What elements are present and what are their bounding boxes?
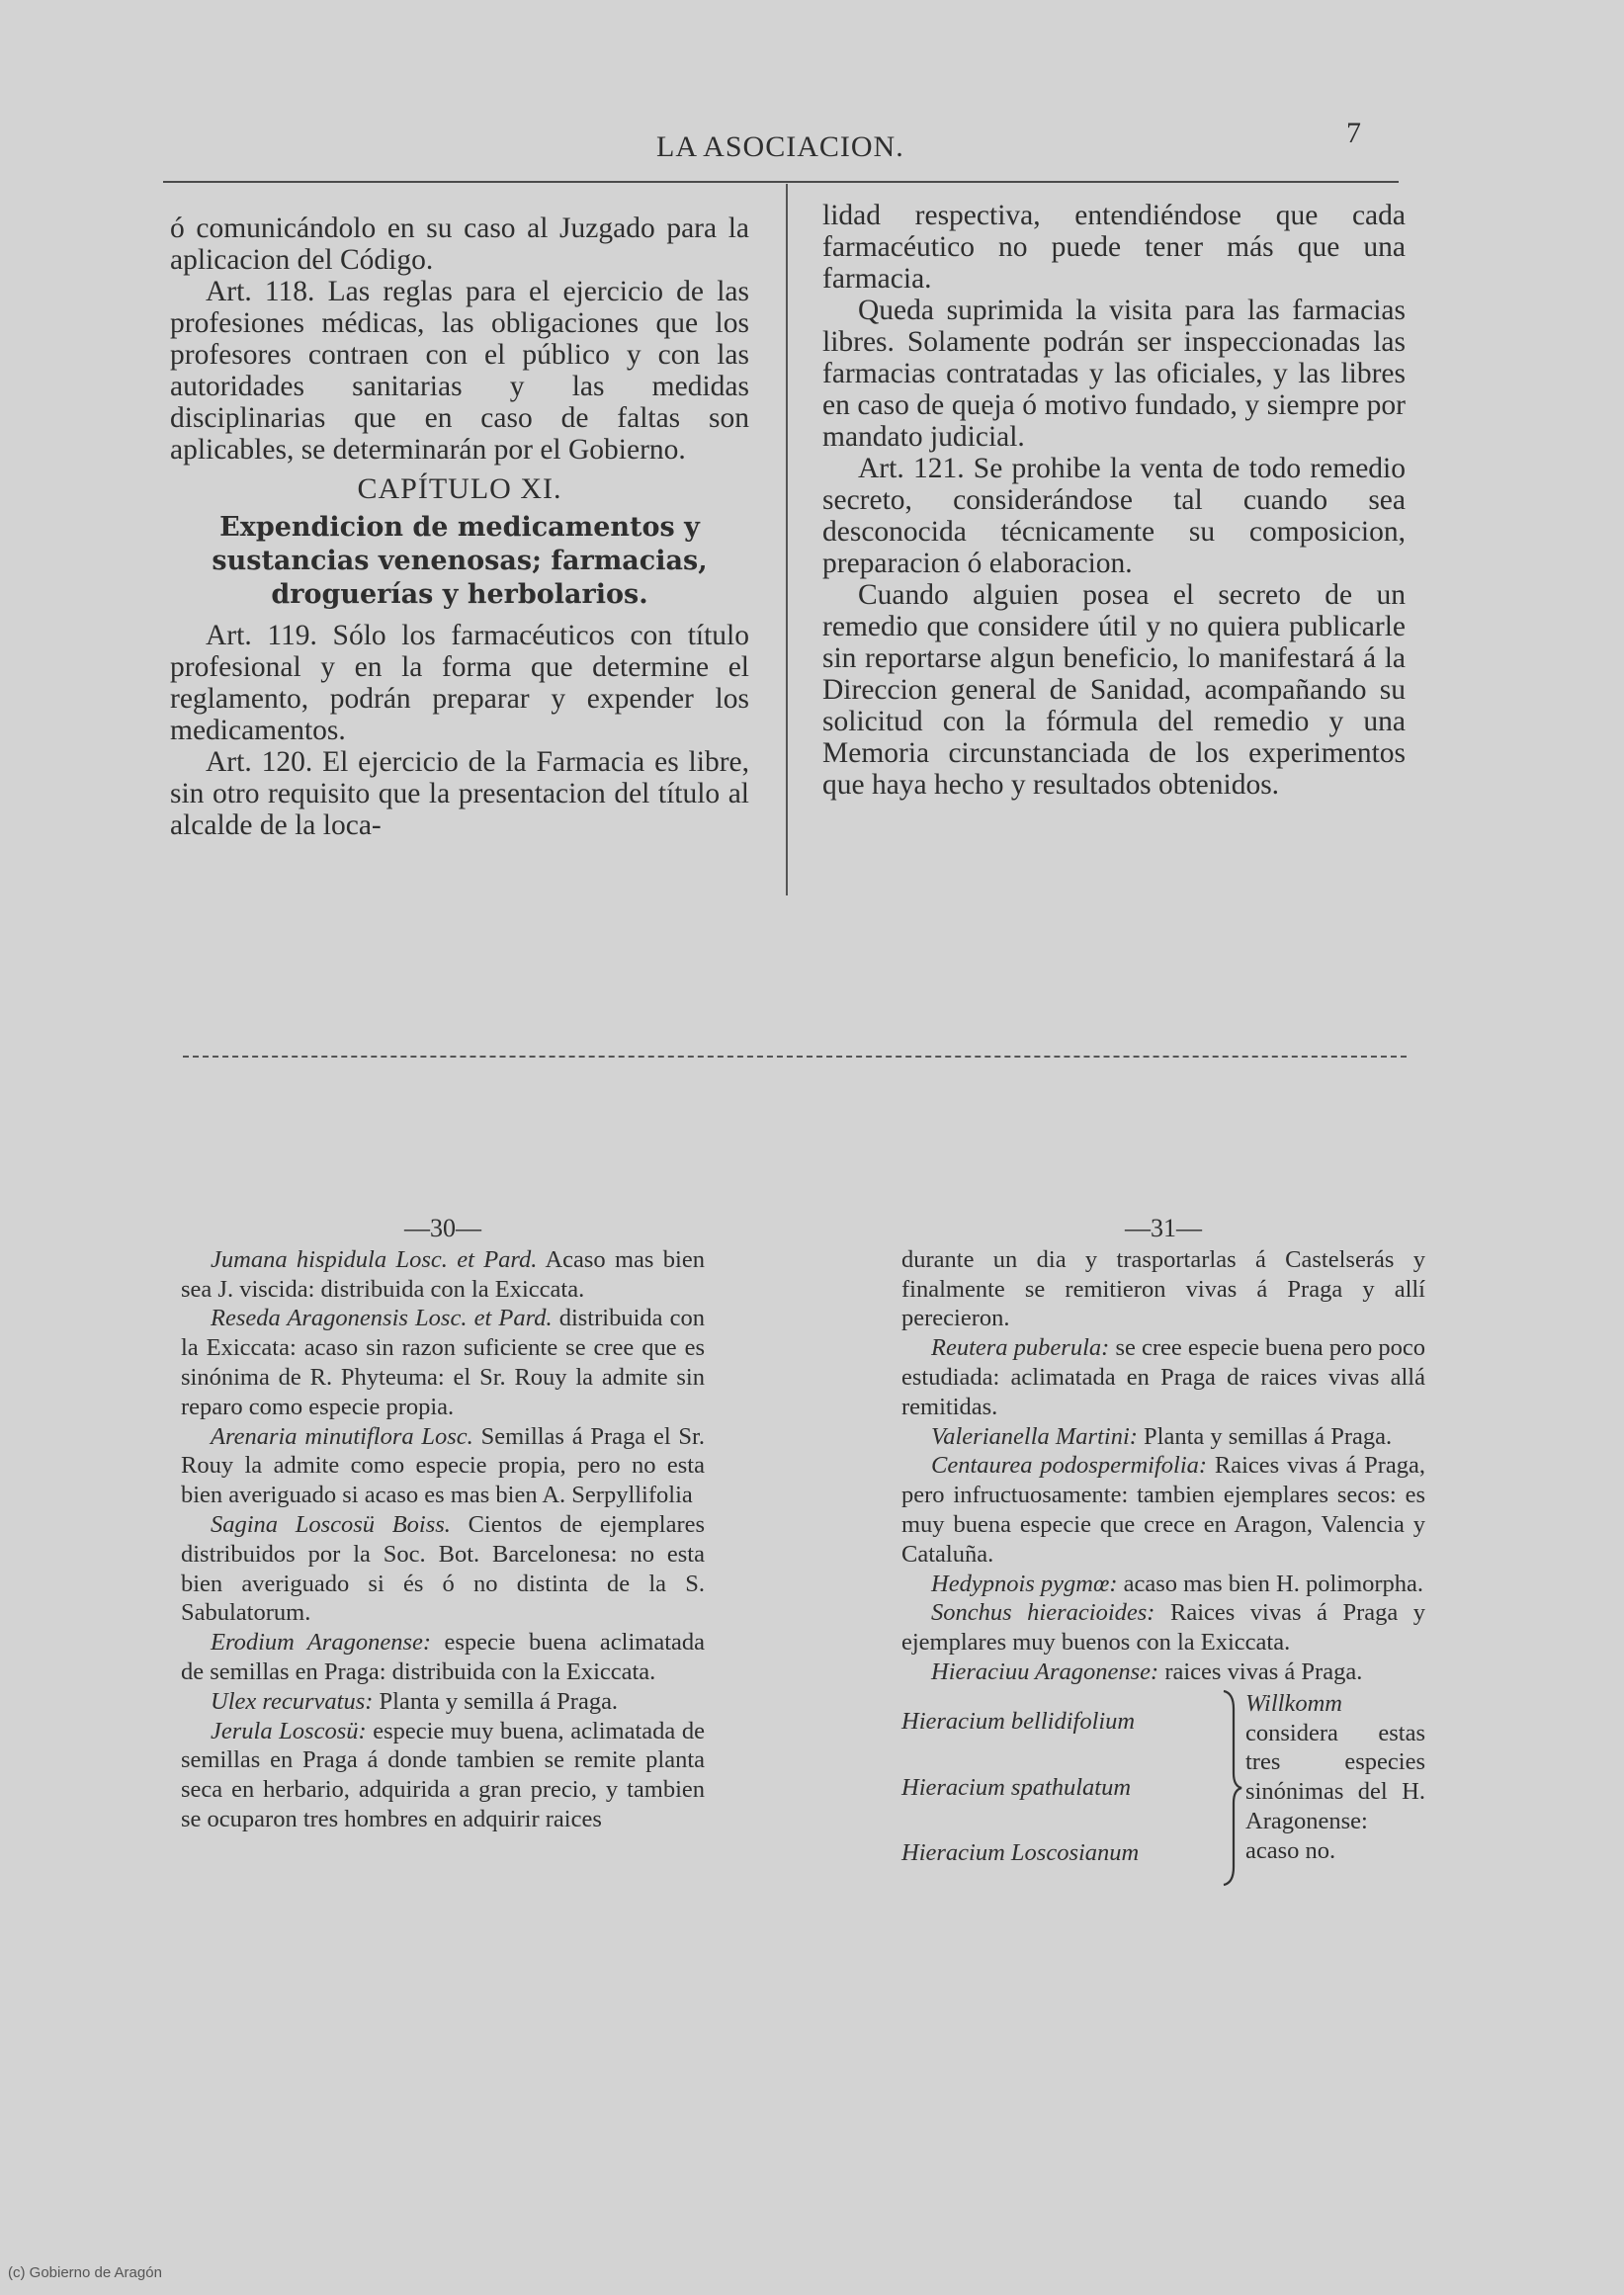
curly-brace-icon <box>1218 1689 1245 1887</box>
entry <box>181 1422 705 1510</box>
entry <box>901 1570 1425 1599</box>
top-left-column <box>170 212 749 841</box>
entry <box>181 1717 705 1834</box>
entry <box>181 1245 705 1305</box>
entry-text: Planta y semillas á Praga. <box>1144 1422 1393 1450</box>
page-number: 7 <box>1346 117 1361 149</box>
entry-text: raices vivas á Praga. <box>1164 1658 1363 1685</box>
brace-note <box>1245 1689 1425 1887</box>
entry-text: especie buena aclimatada de semillas en Praga: distribuida con la Exiccata. <box>181 1629 706 1685</box>
entry <box>901 1333 1425 1421</box>
article-118: Art. 118. Las reglas para el ejercicio de las profesiones médicas, las obligaciones que los profesores contraen con el público y con las autoridades sanitarias y las medidas disciplinarias que en caso de faltas son aplicables, se determinarán por el Gobierno. <box>170 276 749 466</box>
paragraph: lidad respectiva, entendiéndose que cada farmacéutico no puede tener más que una farmacia. <box>822 200 1406 295</box>
species-name: Hieraciuu Aragonense: <box>931 1658 1159 1685</box>
entry-text: distribuida con la Exiccata: acaso sin razon suficiente se cree que es sinónima de R. Phyteuma: el Sr. Rouy la admite sin reparo como especie propia. <box>181 1305 706 1420</box>
page-label-30: —30— <box>404 1214 481 1242</box>
species-name: Arenaria minutiflora Losc. <box>211 1422 473 1450</box>
species-name: Reseda Aragonensis Losc. et Pard. <box>211 1305 553 1332</box>
paragraph: ó comunicándolo en su caso al Juzgado para la aplicacion del Código. <box>170 212 749 276</box>
species-name: Sagina Loscosü Boiss. <box>211 1510 451 1538</box>
species-name: Erodium Aragonense: <box>211 1629 432 1657</box>
entry-text: Raices vivas á Praga, pero infructuosamente: tambien ejemplares secos: es muy buena especie que crece en Aragon, Valencia y Cataluña. <box>901 1452 1425 1568</box>
entry-text: Acaso mas bien sea J. viscida: distribuida con la Exiccata. <box>181 1245 705 1303</box>
article-119: Art. 119. Sólo los farmacéuticos con título profesional y en la forma que determine el reglamento, podrán preparar y expender los medicamentos. <box>170 620 749 746</box>
species-name: Jerula Loscosü: <box>211 1717 367 1744</box>
species-name: Sonchus hieracioides: <box>931 1599 1155 1627</box>
header-rule <box>163 181 1399 183</box>
top-right-column <box>822 200 1406 801</box>
entry-text: acaso mas bien H. polimorpha. <box>1123 1570 1424 1597</box>
continuation-text: durante un dia y trasportarlas á Castelserás y finalmente se remitieron vivas á Praga y allí perecieron. <box>901 1245 1425 1332</box>
entry <box>181 1510 705 1628</box>
copyright-watermark: (c) Gobierno de Aragón <box>8 2264 162 2281</box>
paragraph: Queda suprimida la visita para las farmacias libres. Solamente podrán ser inspeccionadas las farmacias contratadas y las oficiales, y las libres en caso de queja ó motivo fundado, y siempre por mandato judicial. <box>822 295 1406 453</box>
chapter-title: CAPÍTULO XI. <box>357 472 562 505</box>
entry-text: Raices vivas á Praga y ejemplares muy buenos con la Exiccata. <box>901 1599 1425 1657</box>
entry <box>181 1628 705 1687</box>
entry <box>901 1451 1425 1569</box>
entry <box>901 1598 1425 1658</box>
section-heading: Expendicion de medicamentos y sustancias venenosas; farmacias, droguerías y herbolarios. <box>212 512 708 610</box>
entry-text: Cientos de ejemplares distribuidos por la Soc. Bot. Barcelonesa: no esta bien averiguado si és ó no distinta de la S. Sabulatorum. <box>181 1510 706 1627</box>
brace-note-text: considera estas tres especies sinónimas del H. Aragonense: acaso no. <box>1245 1719 1425 1864</box>
paragraph: Cuando alguien posea el secreto de un remedio que considere útil y no quiera publicarle sin reportarse algun beneficio, lo manifestará á la Direccion general de Sanidad, acompañando su solicitud con la fórmula del remedio y una Memoria circunstanciada de los experimentos que haya hecho y resultados obtenidos. <box>822 579 1406 801</box>
article-121: Art. 121. Se prohibe la venta de todo remedio secreto, considerándose tal cuando sea desconocida técnicamente su composicion, preparacion ó elaboracion. <box>822 453 1406 579</box>
page-label-31: —31— <box>1125 1214 1202 1242</box>
species-name: Jumana hispidula Losc. et Pard. <box>211 1245 538 1273</box>
entry <box>901 1658 1425 1687</box>
section-separator <box>183 1056 1407 1058</box>
article-120: Art. 120. El ejercicio de la Farmacia es libre, sin otro requisito que la presentacion del título al alcalde de la loca- <box>170 746 749 841</box>
entry <box>901 1422 1425 1452</box>
species-name: Centaurea podospermifolia: <box>931 1452 1208 1480</box>
hieracium-brace-group <box>901 1689 1425 1887</box>
species-name: Ulex recurvatus: <box>211 1687 374 1715</box>
species-name: Hieracium bellidifolium <box>901 1708 1136 1736</box>
entry-text: Planta y semilla á Praga. <box>379 1687 619 1715</box>
entry-text: especie muy buena, aclimatada de semillas en Praga á donde tambien se remite planta seca en herbario, adquirida a gran precio, y tambien se ocuparon tres hombres en adquirir raices <box>181 1717 705 1832</box>
bottom-left-column <box>181 1214 705 1834</box>
species-name: Hedypnois pygmœ: <box>931 1570 1118 1597</box>
species-name: Hieracium spathulatum <box>901 1773 1132 1801</box>
author-name: Willkomm <box>1245 1689 1342 1717</box>
brace-species-list <box>901 1689 1218 1887</box>
column-divider <box>786 184 788 895</box>
entry <box>181 1304 705 1421</box>
bottom-right-column <box>901 1214 1425 1887</box>
entry <box>181 1687 705 1717</box>
entry-text: Semillas á Praga el Sr. Rouy la admite como especie propia, pero no esta bien averiguado si acaso es mas bien A. Serpyllifolia <box>181 1422 705 1509</box>
entry-text: se cree especie buena pero poco estudiada: aclimatada en Praga de raices vivas allá remitidas. <box>901 1334 1425 1420</box>
species-name: Reutera puberula: <box>931 1334 1110 1362</box>
running-header-title: LA ASOCIACION. <box>656 130 904 163</box>
species-name: Hieracium Loscosianum <box>901 1839 1140 1867</box>
species-name: Valerianella Martini: <box>931 1422 1138 1450</box>
